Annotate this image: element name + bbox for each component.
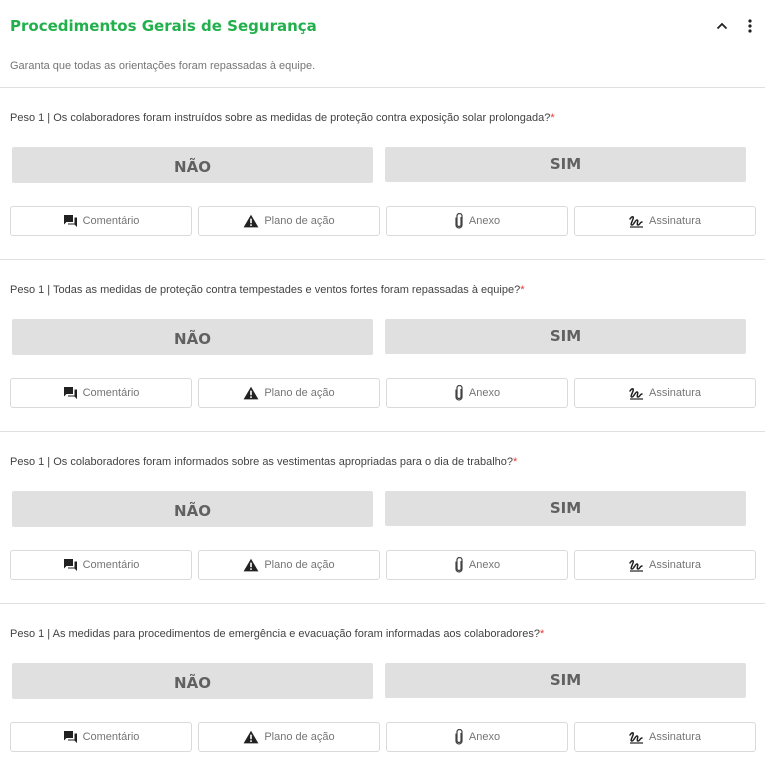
attachment-button[interactable] xyxy=(386,378,568,408)
warning-icon xyxy=(243,730,259,744)
comment-label: Comentário xyxy=(82,731,140,743)
signature-label: Assinatura xyxy=(649,215,701,227)
signature-button[interactable] xyxy=(574,206,756,236)
question-text: Peso 1 | Todas as medidas de proteção contra tempestades e ventos fortes foram repassadas à equipe?* xyxy=(10,284,525,296)
warning-icon xyxy=(243,386,259,400)
signature-icon xyxy=(629,559,644,572)
warning-icon xyxy=(243,214,259,228)
comment-icon xyxy=(63,558,78,572)
section-title: Procedimentos Gerais de Segurança xyxy=(10,17,317,35)
comment-label: Comentário xyxy=(82,559,140,571)
comment-label: Comentário xyxy=(82,215,140,227)
attachment-button[interactable] xyxy=(386,550,568,580)
answer-yes-button[interactable]: SIM xyxy=(385,147,746,182)
comment-button[interactable] xyxy=(10,722,192,752)
paperclip-icon xyxy=(454,557,464,573)
answer-no-button[interactable]: NÃO xyxy=(12,663,373,699)
comment-button[interactable] xyxy=(10,550,192,580)
signature-label: Assinatura xyxy=(649,731,701,743)
signature-button[interactable] xyxy=(574,550,756,580)
comment-button[interactable] xyxy=(10,378,192,408)
required-marker: * xyxy=(550,112,555,124)
paperclip-icon xyxy=(454,213,464,229)
attachment-button[interactable] xyxy=(386,206,568,236)
signature-button[interactable] xyxy=(574,722,756,752)
signature-label: Assinatura xyxy=(649,387,701,399)
paperclip-icon xyxy=(454,729,464,745)
warning-icon xyxy=(243,558,259,572)
answer-yes-button[interactable]: SIM xyxy=(385,319,746,354)
comment-icon xyxy=(63,386,78,400)
required-marker: * xyxy=(520,284,525,296)
answer-no-button[interactable]: NÃO xyxy=(12,491,373,527)
checklist-question xyxy=(0,604,765,776)
checklist-question xyxy=(0,260,765,432)
attachment-label: Anexo xyxy=(468,387,501,399)
paperclip-icon xyxy=(454,385,464,401)
action-plan-button[interactable] xyxy=(198,206,380,236)
signature-icon xyxy=(629,215,644,228)
comment-button[interactable] xyxy=(10,206,192,236)
attachment-label: Anexo xyxy=(468,559,501,571)
action-plan-label: Plano de ação xyxy=(264,215,335,227)
signature-icon xyxy=(629,387,644,400)
comment-label: Comentário xyxy=(82,387,140,399)
question-text: Peso 1 | Os colaboradores foram informados sobre as vestimentas apropriadas para o dia de trabalho?* xyxy=(10,456,518,468)
signature-icon xyxy=(629,731,644,744)
comment-icon xyxy=(63,730,78,744)
action-plan-label: Plano de ação xyxy=(264,387,335,399)
answer-yes-button[interactable]: SIM xyxy=(385,491,746,526)
action-plan-button[interactable] xyxy=(198,550,380,580)
attachment-button[interactable] xyxy=(386,722,568,752)
attachment-label: Anexo xyxy=(468,215,501,227)
action-plan-button[interactable] xyxy=(198,378,380,408)
signature-label: Assinatura xyxy=(649,559,701,571)
comment-icon xyxy=(63,214,78,228)
answer-no-button[interactable]: NÃO xyxy=(12,319,373,355)
answer-no-button[interactable]: NÃO xyxy=(12,147,373,183)
section-subtitle: Garanta que todas as orientações foram repassadas à equipe. xyxy=(10,60,316,72)
chevron-up-icon[interactable] xyxy=(713,16,731,36)
attachment-label: Anexo xyxy=(468,731,501,743)
more-vertical-icon[interactable] xyxy=(741,16,759,36)
action-plan-label: Plano de ação xyxy=(264,559,335,571)
required-marker: * xyxy=(539,628,545,640)
signature-button[interactable] xyxy=(574,378,756,408)
answer-yes-button[interactable]: SIM xyxy=(385,663,746,698)
action-plan-button[interactable] xyxy=(198,722,380,752)
checklist-question xyxy=(0,432,765,604)
checklist-question xyxy=(0,88,765,260)
required-marker: * xyxy=(513,456,518,468)
section-header xyxy=(0,0,765,88)
question-text: Peso 1 | Os colaboradores foram instruídos sobre as medidas de proteção contra exposição solar prolongada?* xyxy=(10,112,555,124)
action-plan-label: Plano de ação xyxy=(264,731,335,743)
question-text: Peso 1 | As medidas para procedimentos de emergência e evacuação foram informadas aos colaboradores?* xyxy=(10,628,545,640)
